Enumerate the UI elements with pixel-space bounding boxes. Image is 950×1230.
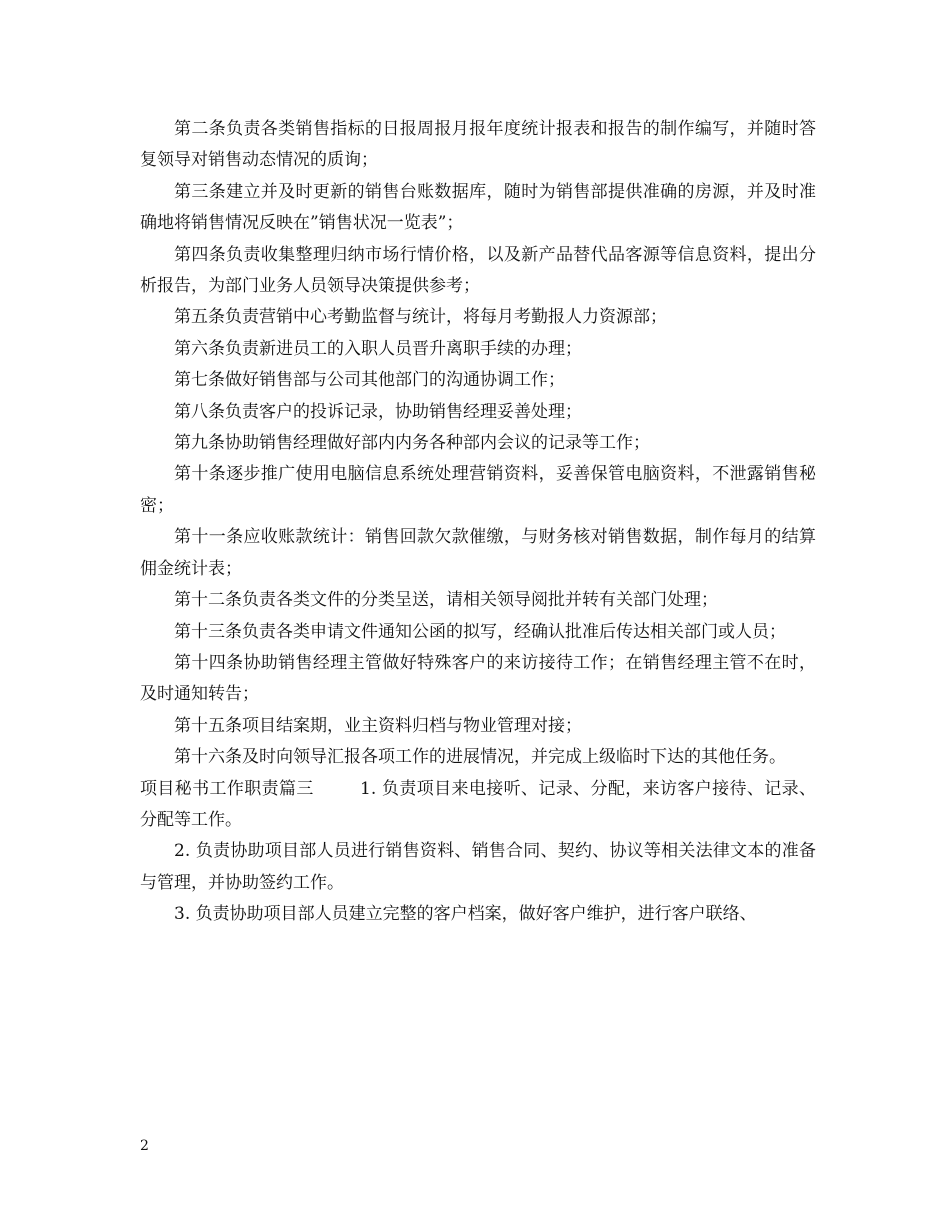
paragraph-article-12: 第十二条负责各类文件的分类呈送，请相关领导阅批并转有关部门处理； xyxy=(174,590,718,611)
heading-spacer xyxy=(314,779,360,799)
paragraph-article-3: 第三条建立并及时更新的销售台账数据库，随时为销售部提供准确的房源，并及时准确地将销售情况反映在”销售状况一览表”； xyxy=(140,181,816,234)
section-item-1: 1. 负责项目来电接听、记录、分配，来访客户接待、记录、分配等工作。 xyxy=(140,778,817,830)
section-heading-paragraph xyxy=(140,774,816,837)
paragraph-article-15: 第十五条项目结案期，业主资料归档与物业管理对接； xyxy=(174,715,582,736)
paragraph-article-5: 第五条负责营销中心考勤监督与统计，将每月考勤报人力资源部； xyxy=(174,307,667,328)
paragraph-article-4: 第四条负责收集整理归纳市场行情价格，以及新产品替代品客源等信息资料，提出分析报告，为部门业务人员领导决策提供参考； xyxy=(140,244,816,297)
paragraph-article-16: 第十六条及时向领导汇报各项工作的进展情况，并完成上级临时下达的其他任务。 xyxy=(174,747,786,768)
page-number: 2 xyxy=(140,1138,149,1154)
paragraph-article-14: 第十四条协助销售经理主管做好特殊客户的来访接待工作；在销售经理主管不在时，及时通知转告； xyxy=(140,652,816,705)
paragraph-article-6: 第六条负责新进员工的入职人员晋升离职手续的办理； xyxy=(174,338,582,359)
paragraph-article-9: 第九条协助销售经理做好部内内务各种部内会议的记录等工作； xyxy=(174,433,650,454)
paragraph-article-11: 第十一条应收账款统计：销售回款欠款催缴，与财务核对销售数据，制作每月的结算佣金统计表； xyxy=(140,527,816,579)
section-heading: 项目秘书工作职责篇三 xyxy=(140,778,314,799)
paragraph-article-10: 第十条逐步推广使用电脑信息系统处理营销资料，妥善保管电脑资料，不泄露销售秘密； xyxy=(140,464,816,516)
section-item-2: 2. 负责协助项目部人员进行销售资料、销售合同、契约、协议等相关法律文本的准备与管理，并协助签约工作。 xyxy=(140,841,816,893)
document-body xyxy=(140,114,816,931)
paragraph-article-7: 第七条做好销售部与公司其他部门的沟通协调工作； xyxy=(174,370,565,391)
section-item-3: 3. 负责协助项目部人员建立完整的客户档案，做好客户维护，进行客户联络、 xyxy=(174,904,757,925)
paragraph-article-8: 第八条负责客户的投诉记录，协助销售经理妥善处理； xyxy=(174,401,582,422)
paragraph-article-2: 第二条负责各类销售指标的日报周报月报年度统计报表和报告的制作编写，并随时答复领导对销售动态情况的质询； xyxy=(140,119,816,171)
paragraph-article-13: 第十三条负责各类申请文件通知公函的拟写，经确认批准后传达相关部门或人员； xyxy=(174,621,786,642)
